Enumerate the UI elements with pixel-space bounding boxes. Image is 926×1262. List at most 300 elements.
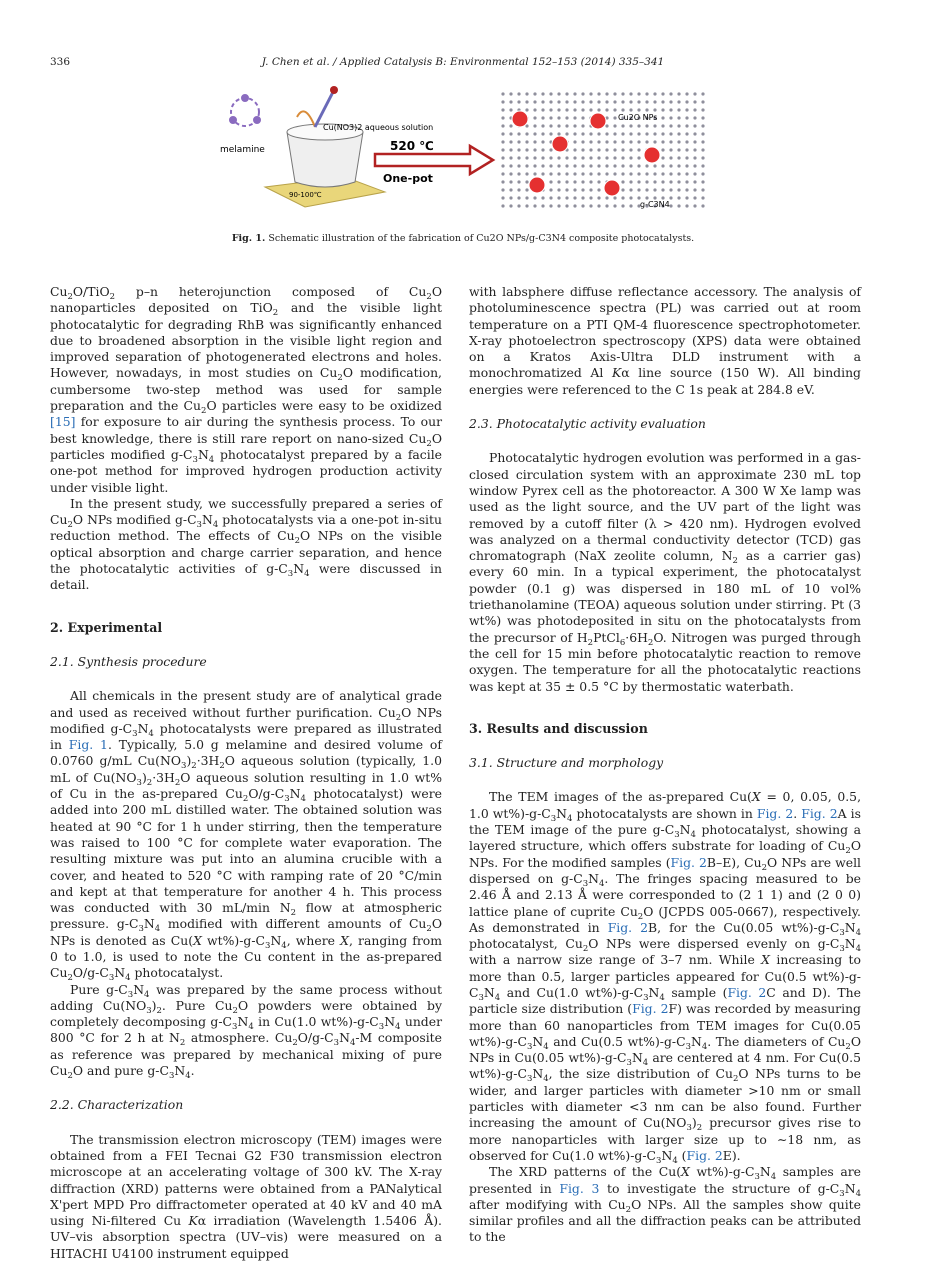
lattice-dot [645,188,648,191]
lattice-dot [685,172,688,175]
lattice-dot [517,140,520,143]
lattice-dot [685,196,688,199]
lattice-dot [509,148,512,151]
lattice-dot [701,108,704,111]
lattice-dot [517,156,520,159]
lattice-dot [693,100,696,103]
lattice-dot [533,116,536,119]
lattice-dot [501,172,504,175]
lattice-dot [629,156,632,159]
lattice-dot [637,156,640,159]
dropper [315,92,333,127]
lattice-dot [517,204,520,207]
lattice-dot [573,156,576,159]
lattice-dot [685,92,688,95]
cu2o-sphere [590,113,606,129]
lattice-dot [573,124,576,127]
onepot-label: One-pot [383,172,433,185]
lattice-dot [541,204,544,207]
lattice-dot [549,172,552,175]
lattice-dot [661,188,664,191]
melamine-label: melamine [220,145,265,155]
lattice-dot [549,204,552,207]
lattice-dot [525,148,528,151]
lattice-dot [653,100,656,103]
melamine-molecule [230,95,260,126]
lattice-dot [693,148,696,151]
lattice-dot [597,108,600,111]
lattice-dot [525,100,528,103]
lattice-dot [693,164,696,167]
lattice-dot [653,172,656,175]
lattice-dot [581,164,584,167]
cu2o-sphere [552,136,568,152]
lattice-dot [581,156,584,159]
lattice-dot [629,132,632,135]
lattice-dot [573,204,576,207]
left-column [50,284,442,1262]
lattice-dot [501,116,504,119]
lattice-dot [685,124,688,127]
lattice-dot [701,188,704,191]
lattice-dot [605,172,608,175]
lattice-dot [621,148,624,151]
lattice-dot [605,204,608,207]
lattice-dot [589,164,592,167]
lattice-dot [621,100,624,103]
lattice-dot [565,108,568,111]
lattice-dot [501,180,504,183]
lattice-dot [565,164,568,167]
lattice-dot [645,164,648,167]
lattice-dot [597,92,600,95]
lattice-dot [589,100,592,103]
lattice-dot [549,100,552,103]
lattice-dot [525,180,528,183]
lattice-dot [637,140,640,143]
lattice-dot [557,188,560,191]
lattice-dot [605,140,608,143]
lattice-dot [621,172,624,175]
lattice-dot [613,124,616,127]
lattice-dot [701,116,704,119]
lattice-dot [669,100,672,103]
lattice-dot [501,188,504,191]
lattice-dot [629,180,632,183]
lattice-dot [669,140,672,143]
lattice-dot [629,140,632,143]
lattice-dot [621,196,624,199]
lattice-dot [669,196,672,199]
lattice-dot [621,92,624,95]
lattice-dot [653,164,656,167]
lattice-dot [541,164,544,167]
lattice-dot [549,108,552,111]
paragraph: In the present study, we successfully prepared a series of $Cu_2O$ NPs modified $g-C_3N_4$ photocatalysts via a one-pot in-situ reduction method. The effects of $Cu_2O$ NPs on the visible optical absorption and charge carrier separation, and hence the photocatalytic activities of $g-C_3N_4$ were discussed in detail. [50,495,443,593]
lattice-dot [669,116,672,119]
lattice-dot [685,204,688,207]
lattice-dot [629,92,632,95]
lattice-dot [517,132,520,135]
lattice-dot [669,132,672,135]
lattice-dot [581,148,584,151]
lattice-dot [557,116,560,119]
lattice-dot [501,156,504,159]
lattice-dot [541,196,544,199]
lattice-dot [509,108,512,111]
lattice-dot [573,132,576,135]
lattice-dot [677,196,680,199]
lattice-dot [677,172,680,175]
lattice-dot [565,156,568,159]
lattice-dot [605,196,608,199]
lattice-dot [581,180,584,183]
lattice-dot [533,108,536,111]
lattice-dot [509,188,512,191]
lattice-dot [645,132,648,135]
lattice-dot [621,188,624,191]
lattice-dot [501,124,504,127]
lattice-dot [645,100,648,103]
lattice-dot [525,172,528,175]
paragraph: $Cu_2O/TiO_2$ p–n heterojunction composed of $Cu_2O$ nanoparticles deposited on TiO$_2$ and the visible light photocatalytic for degrading RhB was significantly enhanced due to broadened absorption in the visible light region and improved separation of photogenerated electrons and holes. However, nowadays, in most studies on $Cu_2O$ modification, cumbersome two-step method was used for sample preparation and the $Cu_2O$ particles were easy to be oxidized [15] for exposure to air during the synthesis process. To our best knowledge, there is still rare report on nano-sized $Cu_2O$ particles modified $g-C_3N_4$ photocatalyst prepared by a facile one-pot method for improved hydrogen production activity under visible light. [50,284,442,495]
lattice-dot [669,164,672,167]
lattice-dot [645,124,648,127]
lattice-dot [637,92,640,95]
lattice-dot [669,108,672,111]
lattice-dot [581,116,584,119]
lattice-dot [533,172,536,175]
section-heading: 3. Results and discussion [469,720,648,736]
lattice-dot [677,124,680,127]
lattice-dot [661,132,664,135]
lattice-dot [533,124,536,127]
lattice-dot [509,140,512,143]
lattice-dot [613,132,616,135]
lattice-dot [573,148,576,151]
paragraph: The TEM images of the as-prepared Cu(X = 0, 0.05, 0.5, 1.0 $wt\%)-g-C_3N_4$ photocatalysts are shown in Fig. 2. Fig. 2A is the TEM image of the pure $g-C_3N_4$ photocatalyst, showing a layered structure, which offers substrate for loading of $Cu_2O$ NPs. For the modified samples (Fig. 2B–E), $Cu_2O$ NPs are well dispersed on $g-C_3N_4$. The fringes spacing measured to be 2.46 Å and 2.13 Å were corresponded to (2 1 1) and (2 0 0) lattice plane of cuprite $Cu_2O$ (JCPDS 005-0667), respectively. As demonstrated in Fig. 2B, for the Cu(0.05 $wt\%)-g-C_3N_4$ photocatalyst, $Cu_2O$ NPs were dispersed evenly on $g-C_3N_4$ with a narrow size range of 3–7 nm. While X increasing to more than 0.5, larger particles appeared for Cu(0.5 $wt\%)-g-C_3N_4$ and Cu(1.0 $wt\%)-g-C_3N_4$ sample (Fig. 2C and D). The particle size distribution (Fig. 2F) was recorded by measuring more than 60 nanoparticles from TEM images for Cu(0.05 $wt\%)-g-C_3N_4$ and Cu(0.5 $wt\%)-g-C_3N_4$. The diameters of $Cu_2O$ NPs in Cu(0.05 $wt\%)-g-C_3N_4$ are centered at 4 nm. For Cu(0.5 $wt\%)-g-C_3N_4$, the size distribution of $Cu_2O$ NPs turns to be wider, and larger particles with diameter >10 nm or small particles with diameter <3 nm can be also found. Further increasing the amount of $Cu(NO_3)_2$ precursor gives rise to more nanoparticles with larger size up to ∼18 nm, as observed for Cu(1.0 $wt\%)-g-C_3N_4$ (Fig. 2E). [469,789,862,1166]
lattice-dot [581,140,584,143]
lattice-dot [701,180,704,183]
lattice-dot [637,148,640,151]
lattice-dot [589,92,592,95]
lattice-dot [557,156,560,159]
lattice-dot [565,100,568,103]
lattice-dot [677,100,680,103]
lattice-dot [581,188,584,191]
lattice-dot [597,140,600,143]
solution-label: Cu(NO3)2 aqueous solution [323,123,434,132]
lattice-dot [685,156,688,159]
gcn-label: g-C3N4 [640,200,670,209]
lattice-dot [509,124,512,127]
lattice-dot [565,188,568,191]
lattice-dot [605,108,608,111]
lattice-dot [589,140,592,143]
cu2o-sphere [644,147,660,163]
lattice-dot [525,204,528,207]
lattice-dot [637,124,640,127]
lattice-dot [669,204,672,207]
lattice-dot [597,156,600,159]
lattice-dot [693,196,696,199]
lattice-dot [565,204,568,207]
lattice-dot [509,172,512,175]
lattice-dot [605,124,608,127]
lattice-dot [693,108,696,111]
lattice-dot [573,172,576,175]
lattice-dot [541,172,544,175]
lattice-dot [597,196,600,199]
lattice-dot [661,124,664,127]
lattice-dot [573,196,576,199]
lattice-dot [501,132,504,135]
lattice-dot [589,172,592,175]
lattice-dot [677,116,680,119]
lattice-dot [525,108,528,111]
lattice-dot [565,124,568,127]
lattice-dot [685,164,688,167]
lattice-dot [533,140,536,143]
lattice-dot [629,172,632,175]
lattice-dot [693,116,696,119]
lattice-dot [685,180,688,183]
lattice-dot [573,164,576,167]
lattice-dot [677,148,680,151]
caption-label: Fig. 1. [231,233,266,244]
lattice-dot [629,204,632,207]
lattice-dot [581,124,584,127]
lattice-dot [621,180,624,183]
lattice-dot [557,124,560,127]
lattice-dot [509,164,512,167]
lattice-dot [573,100,576,103]
figure-1 [215,82,711,222]
lattice-dot [661,172,664,175]
lattice-dot [693,156,696,159]
lattice-dot [653,92,656,95]
lattice-dot [653,132,656,135]
lattice-dot [533,92,536,95]
lattice-dot [693,132,696,135]
caption-text: Schematic illustration of the fabrication of Cu2O NPs/g-C3N4 composite photocatalysts. [268,233,695,244]
lattice-dot [597,204,600,207]
journal-header: J. Chen et al. / Applied Catalysis B: Environmental 152–153 (2014) 335–341 [261,56,665,68]
cu2o-particles [512,111,660,196]
lattice-dot [685,188,688,191]
lattice-dot [517,180,520,183]
paragraph: All chemicals in the present study are of analytical grade and used as received without further purification. $Cu_2O$ NPs modified $g-C_3N_4$ photocatalysts were prepared as illustrated in Fig. 1. Typically, 5.0 g melamine and desired volume of 0.0760 g/mL $Cu(NO_3)_2\cdot 3H_2O$ aqueous solution (typically, 1.0 mL of $Cu(NO_3)_2\cdot 3H_2O$ aqueous solution resulting in 1.0 wt% of Cu in the as-prepared $Cu_2O/g-C_3N_4$ photocatalyst) were added into 200 mL distilled water. The obtained solution was heated at 90 °C for 1 h under stirring, then the temperature was raised to 100 °C for complete water evaporation. The resulting mixture was put into an alumina crucible with a cover, and heated to 520 °C with ramping rate of 20 °C/min and kept at that temperature for another 4 h. This process was conducted with 30 mL/min $N_2$ flow at atmospheric pressure. $g-C_3N_4$ modified with different amounts of $Cu_2O$ NPs is denoted as Cu(X $wt\%)-g-C_3N_4$, where X, ranging from 0 to 1.0, is used to note the Cu content in the as-prepared $Cu_2O/g-C_3N_4$ photocatalyst. [50,688,443,984]
lattice-dot [557,196,560,199]
temp-high-label: 520 ℃ [390,139,434,153]
lattice-dot [613,164,616,167]
lattice-dot [525,156,528,159]
lattice-dot [581,100,584,103]
lattice-dot [677,164,680,167]
lattice-dot [525,188,528,191]
lattice-dot [613,204,616,207]
lattice-dot [621,132,624,135]
lattice-dot [557,164,560,167]
lattice-dot [693,172,696,175]
lattice-dot [589,108,592,111]
lattice-dot [597,180,600,183]
lattice-dot [541,100,544,103]
lattice-dot [565,172,568,175]
lattice-dot [597,164,600,167]
lattice-dot [669,172,672,175]
lattice-dot [677,108,680,111]
lattice-dot [653,124,656,127]
lattice-dot [597,132,600,135]
lattice-dot [701,148,704,151]
lattice-dot [653,180,656,183]
lattice-dot [621,164,624,167]
lattice-dot [565,92,568,95]
lattice-dot [613,140,616,143]
lattice-dot [685,140,688,143]
lattice-dot [693,92,696,95]
lattice-dot [501,148,504,151]
lattice-dot [621,140,624,143]
lattice-dot [661,148,664,151]
lattice-dot [581,108,584,111]
lattice-dot [557,92,560,95]
lattice-dot [605,148,608,151]
lattice-dot [701,172,704,175]
lattice-dot [549,164,552,167]
lattice-dot [573,116,576,119]
temp-low-label: 90-100℃ [289,191,322,199]
lattice-dot [613,100,616,103]
lattice-dot [549,196,552,199]
paragraph: The XRD patterns of the Cu(X $wt\%)-g-C_3N_4$ samples are presented in Fig. 3 to investigate the structure of $g-C_3N_4$ after modifying with $Cu_2O$ NPs. All the samples show quite similar profiles and all the diffraction peaks can be attributed to the [469,1164,861,1245]
section-heading: 2. Experimental [50,619,163,635]
lattice-dot [525,92,528,95]
lattice-dot [645,180,648,183]
lattice-dot [541,132,544,135]
lattice-dot [613,172,616,175]
lattice-dot [685,148,688,151]
lattice-dot [501,108,504,111]
paragraph: Photocatalytic hydrogen evolution was performed in a gas-closed circulation system with an approximate 230 mL top window Pyrex cell as the photoreactor. A 300 W Xe lamp was used as the light source, and the UV part of the light was removed by a cutoff filter (λ > 420 nm). Hydrogen evolved was analyzed on a thermal conductivity detector (TCD) gas chromatograph (NaX zeolite column, $N_2$ as a carrier gas) every 60 min. In a typical experiment, the photocatalyst powder (0.1 g) was dispersed in 180 mL of 10 vol% triethanolamine (TEOA) aqueous solution under stirring. Pt (3 wt%) was photodeposited in situ on the photocatalysts from the precursor of $H_2PtCl_6\cdot 6H_2O$. Nitrogen was purged through the cell for 15 min before photocatalytic reaction to remove oxygen. The temperature for all the photocatalytic reactions was kept at 35 ± 0.5 °C by thermostatic waterbath. [469,450,862,694]
lattice-dot [653,108,656,111]
lattice-dot [693,124,696,127]
paragraph: The transmission electron microscopy (TEM) images were obtained from a FEI Tecnai G2 F30 transmission electron microscope at an accelerating voltage of 300 kV. The X-ray diffraction (XRD) patterns were obtained from a PANalytical X'pert MPD Pro diffractometer operated at 40 kV and 40 mA using Ni-filtered Cu Kα irradiation (Wavelength 1.5406 Å). UV–vis absorption spectra (UV–vis) were measured on a HITACHI U4100 instrument equipped [50,1131,442,1261]
paragraph: Pure $g-C_3N_4$ was prepared by the same process without adding $Cu(NO_3)_2$. Pure $Cu_2O$ powders were obtained by completely decomposing $g-C_3N_4$ in Cu(1.0 $wt\%)-g-C_3N_4$ under 800 °C for 2 h at $N_2$ atmosphere. $Cu_2O/g-C_3N_4-M$ composite as reference was prepared by mechanical mixing of pure $Cu_2O$ and pure $g-C_3N_4$. [50,981,442,1082]
lattice-dot [509,204,512,207]
lattice-dot [653,188,656,191]
lattice-dot [533,204,536,207]
lattice-dot [549,180,552,183]
lattice-dot [501,196,504,199]
lattice-dot [701,196,704,199]
lattice-dot [557,172,560,175]
lattice-dot [685,108,688,111]
lattice-dot [637,180,640,183]
lattice-dot [581,204,584,207]
lattice-dot [597,172,600,175]
lattice-dot [629,100,632,103]
lattice-dot [581,196,584,199]
lattice-dot [581,132,584,135]
lattice-dot [509,92,512,95]
lattice-dot [701,100,704,103]
lattice-dot [581,172,584,175]
lattice-dot [517,164,520,167]
lattice-dot [549,124,552,127]
lattice-dot [605,92,608,95]
lattice-dot [685,100,688,103]
lattice-dot [565,180,568,183]
lattice-dot [613,92,616,95]
lattice-dot [605,156,608,159]
lattice-dot [541,92,544,95]
lattice-dot [661,100,664,103]
lattice-dot [613,196,616,199]
lattice-dot [701,92,704,95]
lattice-dot [533,196,536,199]
lattice-dot [613,148,616,151]
lattice-dot [605,132,608,135]
lattice-dot [517,172,520,175]
lattice-dot [581,92,584,95]
lattice-dot [533,132,536,135]
lattice-dot [549,148,552,151]
lattice-dot [621,204,624,207]
lattice-dot [677,156,680,159]
lattice-dot [645,172,648,175]
lattice-dot [661,156,664,159]
lattice-dot [685,132,688,135]
lattice-dot [701,164,704,167]
lattice-dot [637,188,640,191]
lattice-dot [677,180,680,183]
lattice-dot [573,108,576,111]
lattice-dot [541,116,544,119]
lattice-dot [613,156,616,159]
subsection-heading: 2.2. Characterization [50,1097,184,1113]
lattice-dot [565,132,568,135]
cu2o-sphere [529,177,545,193]
lattice-dot [693,140,696,143]
lattice-dot [589,156,592,159]
cu2o-sphere [604,180,620,196]
lattice-dot [589,180,592,183]
page-number: 336 [50,56,71,68]
lattice-dot [573,92,576,95]
lattice-dot [533,148,536,151]
lattice-dot [573,188,576,191]
lattice-dot [557,108,560,111]
lattice-dot [557,132,560,135]
lattice-dot [597,188,600,191]
lattice-dot [565,116,568,119]
lattice-dot [525,164,528,167]
lattice-dot [637,164,640,167]
lattice-dot [677,140,680,143]
lattice-dot [549,188,552,191]
lattice-dot [501,140,504,143]
lattice-dot [557,204,560,207]
lattice-dot [517,188,520,191]
lattice-dot [637,132,640,135]
lattice-dot [501,164,504,167]
cu2o-sphere [512,111,528,127]
subsection-heading: 2.1. Synthesis procedure [50,653,207,669]
lattice-dot [533,156,536,159]
lattice-dot [533,100,536,103]
